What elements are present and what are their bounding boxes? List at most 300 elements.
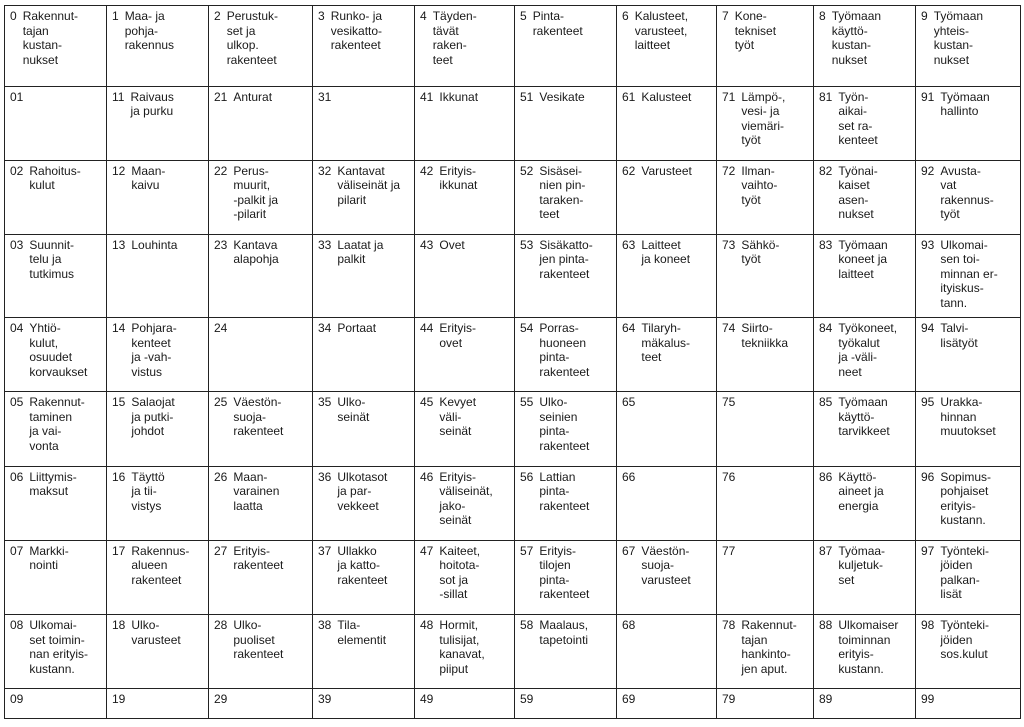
cost-code: 99 [921,692,935,707]
table-cell [916,318,1021,392]
cell-content [819,395,911,439]
cost-code: 64 [622,321,636,336]
cost-code: 23 [214,237,228,252]
cell-content [420,238,510,253]
table-cell [916,6,1021,87]
cost-code: 46 [420,469,434,484]
cost-code: 31 [318,89,332,104]
table-cell [515,615,617,689]
cost-label: Erityis- ikkunat [439,163,478,193]
cell-content [921,321,1016,350]
table-cell [916,466,1021,540]
table-cell [916,160,1021,234]
cost-label: Laatat ja palkit [337,237,384,267]
cost-code: 9 [921,9,928,23]
table-cell [107,234,209,317]
cost-code-table [4,5,1021,719]
cell-content [520,692,612,707]
cost-label: Erityis- ovet [439,321,477,350]
cost-label: Anturat [233,89,273,104]
cell-content [318,90,410,105]
cell-content [622,544,712,588]
cost-code: 19 [112,692,126,707]
cost-label: Täyttö ja tii- vistys [131,469,165,513]
table-row [5,86,1021,160]
cost-code: 25 [214,395,228,410]
cell-content [622,395,712,410]
cost-label: Raivaus ja purku [130,89,174,119]
cost-code: 81 [819,89,833,104]
table-cell [916,234,1021,317]
table-cell [107,689,209,719]
table-cell [814,466,916,540]
table-cell [617,540,717,614]
cost-code: 92 [921,163,935,178]
cell-content [318,321,410,336]
cost-label: Erityis- rakenteet [233,543,284,573]
cost-label: Maalaus, tapetointi [539,618,589,647]
table-row [5,540,1021,614]
cost-label: Työkoneet, työkalut ja -väli- neet [838,321,898,379]
cell-content [112,90,204,119]
cost-label: Runko- ja vesikatto- rakenteet [330,9,383,52]
cell-content [420,692,510,707]
cost-code: 33 [318,237,332,252]
cost-label: Maan- varainen laatta [233,469,280,513]
table-cell [5,86,107,160]
cost-label: Ovet [439,237,465,252]
cost-code: 87 [819,543,833,558]
table-row [5,160,1021,234]
cell-content [10,321,102,379]
cost-label: Erityis- tilojen pinta- rakenteet [539,543,590,602]
cost-label: Lattian pinta- rakenteet [539,469,590,513]
table-cell [313,6,415,87]
cost-code: 06 [10,469,24,484]
cell-content [819,238,911,282]
cost-label: Vesikate [539,89,585,104]
cost-code: 97 [921,543,935,558]
cost-label: Avusta- vat rakennus- työt [940,163,994,222]
cell-content [520,90,612,105]
cell-content [10,9,102,67]
table-cell [313,318,415,392]
cost-code: 85 [819,395,833,410]
cell-content [214,544,308,573]
table-cell [107,392,209,466]
table-cell [717,540,814,614]
table-cell [415,318,515,392]
cost-code: 34 [318,321,332,336]
cost-label: Rakennus- alueen rakenteet [131,543,190,587]
cost-code: 21 [214,89,228,104]
cell-content [420,395,510,439]
cost-code: 13 [112,237,126,252]
cell-content [520,321,612,379]
cost-label: Suunnit- telu ja tutkimus [29,237,75,281]
cost-code: 73 [722,237,736,252]
cell-content [318,9,410,53]
cell-content [10,164,102,193]
cost-code: 0 [10,9,17,23]
cost-label: Työn- aikai- set ra- kenteet [838,89,878,148]
cell-content [622,470,712,485]
cost-label: Ikkunat [439,89,479,104]
cost-code: 7 [722,9,729,23]
table-cell [717,234,814,317]
cost-code: 61 [622,89,636,104]
cell-content [10,395,102,453]
cell-content [722,470,809,485]
table-cell [209,234,313,317]
table-cell [916,86,1021,160]
cell-content [318,164,410,208]
cost-code: 94 [921,321,935,336]
cost-label: Sähkö- työt [741,237,780,267]
table-cell [209,86,313,160]
cell-content [10,618,102,676]
cost-code: 84 [819,321,833,336]
cost-label: Kantava alapohja [233,237,279,267]
cost-label: Ulkomaiser toiminnan erityis- kustann. [838,618,899,676]
cell-content [819,544,911,588]
table-cell [313,234,415,317]
cost-code: 55 [520,395,534,410]
cell-content [214,470,308,514]
cost-code: 02 [10,163,24,178]
cost-code: 52 [520,163,534,178]
cost-code: 93 [921,237,935,252]
cell-content [622,9,712,53]
table-row [5,392,1021,466]
cost-code: 58 [520,618,534,632]
cost-label: Pinta- rakenteet [532,9,583,38]
cost-label: Rakennut- tajan hankinto- jen aput. [741,618,797,676]
table-cell [717,318,814,392]
cell-content [318,618,410,647]
table-cell [415,160,515,234]
table-cell [717,86,814,160]
cost-label: Salaojat ja putki- johdot [131,395,175,439]
cell-content [112,164,204,193]
table-cell [5,540,107,614]
table-cell [515,86,617,160]
cost-code: 1 [112,9,119,23]
table-cell [814,6,916,87]
cost-code: 59 [520,692,534,707]
cell-content [112,692,204,707]
cost-code: 82 [819,163,833,178]
cost-code: 32 [318,163,332,178]
cell-content [622,90,712,105]
cell-content [10,692,102,707]
cost-code: 5 [520,9,527,23]
cost-code: 17 [112,543,126,558]
cost-code: 15 [112,395,126,410]
table-cell [415,392,515,466]
table-cell [617,6,717,87]
cost-label: Ilman- vaihto- työt [741,163,778,207]
cost-label: Sopimus- pohjaiset erityis- kustann. [940,469,992,528]
cell-content [318,692,410,707]
table-row [5,615,1021,689]
cost-label: Lämpö-, vesi- ja viemäri- työt [741,89,786,148]
cost-code: 3 [318,9,325,23]
cell-content [420,321,510,350]
cell-content [520,164,612,222]
cost-code: 67 [622,543,636,558]
cell-content [819,9,911,67]
cost-code: 77 [722,543,736,558]
cost-label: Porras- huoneen pinta- rakenteet [539,321,590,379]
cell-content [819,321,911,379]
table-cell [617,689,717,719]
cost-label: Laitteet ja koneet [641,237,691,267]
cost-code: 16 [112,469,126,484]
table-cell [5,689,107,719]
cell-content [214,9,308,67]
cell-content [318,470,410,514]
cell-content [112,470,204,514]
cost-code: 44 [420,321,434,336]
cell-content [722,164,809,208]
table-cell [515,318,617,392]
cell-content [921,470,1016,528]
table-cell [814,615,916,689]
cost-code: 27 [214,543,228,558]
table-cell [107,318,209,392]
cost-label: Maan- kaivu [131,163,166,193]
cost-code: 57 [520,543,534,558]
table-cell [617,234,717,317]
cost-code: 48 [420,618,434,632]
cost-code: 66 [622,469,636,484]
cost-label: Ulko- varusteet [131,618,181,647]
table-row [5,689,1021,719]
table-cell [415,86,515,160]
cost-code: 68 [622,618,636,632]
cell-content [112,9,204,53]
cell-content [520,238,612,282]
cell-content [214,321,308,336]
cell-content [420,90,510,105]
table-cell [717,689,814,719]
cost-code: 09 [10,692,24,707]
cell-content [112,544,204,588]
cost-label: Kevyet väli- seinät [439,395,477,439]
cell-content [722,544,809,559]
cost-code: 01 [10,89,24,104]
cell-content [112,238,204,253]
table-row [5,318,1021,392]
table-cell [916,615,1021,689]
cost-label: Väestön- suoja- varusteet [641,543,691,587]
cost-code: 76 [722,469,736,484]
cost-label: Väestön- suoja- rakenteet [233,395,284,439]
table-cell [209,392,313,466]
cost-code: 05 [10,395,24,410]
table-cell [415,234,515,317]
cost-label: Tila- elementit [337,618,387,647]
cost-code: 08 [10,618,24,632]
cost-code: 91 [921,89,935,104]
table-cell [313,392,415,466]
cell-content [112,618,204,647]
cost-label: Kantavat väliseinät ja pilarit [337,163,401,207]
cost-code: 37 [318,543,332,558]
table-cell [209,466,313,540]
cost-code: 36 [318,469,332,484]
cell-content [722,90,809,148]
cost-label: Yhtiö- kulut, osuudet korvaukset [29,321,88,379]
cost-code: 04 [10,321,24,336]
cost-code: 54 [520,321,534,336]
table-cell [209,318,313,392]
table-cell [916,689,1021,719]
cost-code: 38 [318,618,332,632]
cost-label: Erityis- väliseinät, jako- seinät [439,469,493,528]
cell-content [921,692,1016,707]
table-cell [5,466,107,540]
cost-code: 78 [722,618,736,632]
table-cell [313,160,415,234]
cell-content [420,9,510,67]
cost-code: 79 [722,692,736,707]
cost-code: 86 [819,469,833,484]
cell-content [214,395,308,439]
cost-label: Ulko- seinät [337,395,370,424]
cost-code: 18 [112,618,126,632]
cell-content [420,470,510,528]
cost-label: Rakennut- tajan kustan- nukset [22,9,79,67]
cell-content [722,395,809,410]
cost-label: Tilaryh- mäkalus- teet [641,321,691,365]
cell-content [520,544,612,602]
cost-label: Kalusteet, varusteet, laitteet [634,9,689,52]
cost-label: Ulkomai- sen toi- minnan er- ityiskus- tann. [940,237,998,310]
table-cell [415,615,515,689]
cost-code: 24 [214,321,228,336]
cost-code: 72 [722,163,736,178]
table-cell [617,392,717,466]
table-cell [814,318,916,392]
cost-label: Rakennut- taminen ja vai- vonta [29,395,85,453]
cost-label: Varusteet [641,163,692,178]
table-cell [313,466,415,540]
table-cell [515,392,617,466]
table-row [5,234,1021,317]
cost-label: Työmaan yhteis- kustan- nukset [933,9,984,67]
table-cell [617,318,717,392]
cost-code: 11 [112,89,125,104]
cell-content [622,618,712,633]
cost-label: Siirto- tekniikka [741,321,789,350]
table-cell [107,466,209,540]
cell-content [214,692,308,707]
table-cell [814,234,916,317]
table-cell [107,86,209,160]
table-cell [5,392,107,466]
cost-code: 51 [520,89,534,104]
cost-code: 98 [921,618,935,632]
table-cell [617,615,717,689]
cost-label: Ulko- seinien pinta- rakenteet [539,395,590,453]
table-cell [916,540,1021,614]
table-cell [209,540,313,614]
cell-content [622,164,712,179]
cost-code: 03 [10,237,24,252]
table-cell [415,466,515,540]
cost-label: Kaiteet, hoitota- sot ja -sillat [439,543,481,602]
cost-code: 96 [921,469,935,484]
cell-content [921,9,1016,67]
cost-code: 62 [622,163,636,178]
cell-content [819,90,911,148]
table-body [5,6,1021,719]
table-cell [717,392,814,466]
cost-label: Työnai- kaiset asen- nukset [838,163,878,222]
cell-content [722,618,809,676]
table-cell [415,689,515,719]
table-cell [515,689,617,719]
cost-label: Maa- ja pohja- rakennus [124,9,175,52]
cost-label: Pohjara- kenteet ja -vah- vistus [131,321,177,379]
cost-label: Urakka- hinnan muutokset [940,395,996,439]
table-cell [209,689,313,719]
cost-code: 07 [10,543,24,558]
cell-content [819,618,911,676]
cost-label: Kalusteet [641,89,692,104]
cost-code: 22 [214,163,228,178]
cost-label: Ullakko ja katto- rakenteet [337,543,388,587]
header-row [5,6,1021,87]
cost-code: 14 [112,321,126,336]
cost-code: 35 [318,395,332,410]
table-cell [107,160,209,234]
cell-content [722,238,809,267]
table-cell [5,234,107,317]
cell-content [318,395,410,424]
cell-content [722,692,809,707]
cost-code: 8 [819,9,826,23]
cell-content [622,692,712,707]
cell-content [318,238,410,267]
cell-content [10,90,102,105]
cost-code: 53 [520,237,534,252]
cost-label: Rahoitus- kulut [29,163,81,193]
cell-content [622,321,712,365]
table-cell [415,540,515,614]
table-cell [717,160,814,234]
cost-code: 42 [420,163,434,178]
cost-code: 26 [214,469,228,484]
cost-label: Työmaa- kuljetuk- set [838,543,886,587]
table-cell [5,160,107,234]
cost-label: Ulko- puoliset rakenteet [233,618,284,661]
cost-code: 4 [420,9,427,23]
cell-content [112,321,204,379]
cost-code: 43 [420,237,434,252]
cost-label: Ulkomai- set toimin- nan erityis- kustann. [29,618,89,676]
cell-content [10,544,102,573]
cost-label: Portaat [337,321,377,336]
table-cell [717,6,814,87]
table-cell [814,689,916,719]
cost-label: Liittymis- maksut [29,469,77,499]
cell-content [921,395,1016,439]
cost-label: Sisäkatto- jen pinta- rakenteet [539,237,593,281]
cost-label: Työnteki- jöiden sos.kulut [940,618,990,661]
